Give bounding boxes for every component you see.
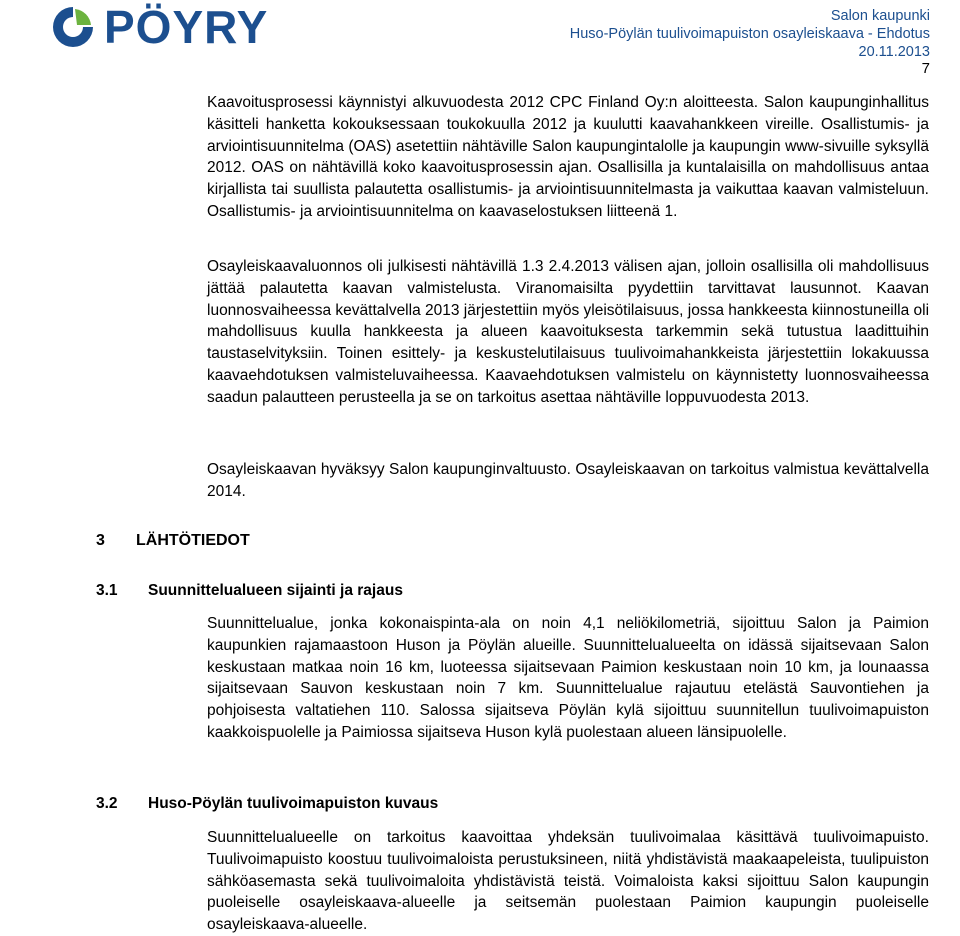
poyry-logo <box>50 1 269 53</box>
section-3-1-heading <box>96 582 403 600</box>
header-document-title: Huso-Pöylän tuulivoimapuiston osayleiskaava - Ehdotus <box>569 26 930 42</box>
intro-section <box>207 92 929 223</box>
section-3-number: 3 <box>96 532 105 549</box>
section-3-heading <box>96 532 250 550</box>
section-3-2-paragraph: Suunnittelualueelle on tarkoitus kaavoittaa yhdeksän tuulivoimalaa käsittävä tuulivoimapuisto. Tuulivoimapuisto koostuu tuulivoimaloista perustuksineen, niitä yhdistävistä maakaapeleista, tuulipuiston sähköasemasta sekä tuulivoimaloita yhdistävistä teistä. Voimaloista kaksi sijoittuu Salon kaupungin puoleiselle osayleiskaava-alueelle ja seitsemän puolestaan Paimion kaupungin puoleiselle osayleiskaava-alueelle. <box>207 829 929 934</box>
section-3-2-title: Huso-Pöylän tuulivoimapuiston kuvaus <box>148 795 439 812</box>
logo-wordmark: PÖYRY <box>104 1 269 53</box>
page-number: 7 <box>921 60 930 77</box>
section-3-2-body <box>207 827 929 936</box>
header-client: Salon kaupunki <box>830 8 930 24</box>
section-3-1-paragraph: Suunnittelualue, jonka kokonaispinta-ala on noin 4,1 neliökilometriä, sijoittuu Salon ja Paimion kaupunkien rajamaastoon Huson ja Pöylän alueille. Suunnittelualueelta on idässä sijaitsevaan Salon keskustaan matkaa noin 16 km, luoteessa sijaitsevaan Paimion keskustaan noin 10 km, ja lounaassa sijaitsevaan Sauvon keskustaan noin 7 km. Suunnittelualue rajautuu etelästä Sauvontiehen ja pohjoisesta valtatiehen 110. Salossa sijaitseva Pöylän kylä sijoittuu suunnitellun tuulivoimapuiston kaakkoispuolelle ja Paimiossa sijaitseva Huson kylä puolestaan alueen länsipuolelle. <box>207 615 929 741</box>
section-3-1-body <box>207 613 929 744</box>
header-date: 20.11.2013 <box>858 44 930 60</box>
intro-paragraph-2: Osayleiskaavaluonnos oli julkisesti nähtävillä 1.3 2.4.2013 välisen ajan, jolloin osallisilla oli mahdollisuus jättää palautetta kaavan valmistelusta. Viranomaisilta pyydettiin tarvittavat lausunnot. Kaavan luonnosvaiheessa kevättalvella 2013 järjestettiin myös yleisötilaisuus, jossa hankkeesta kiinnostuneilla oli mahdollisuus kuulla hankkeesta ja alueen kaavoituksesta tarkemmin sekä tutustua laadittuihin taustaselvityksiin. Toinen esittely- ja keskustelutilaisuus tuulivoimahankkeista järjestettiin lokakuussa kaavaehdotuksen valmisteluvaiheessa. Kaavaehdotuksen valmistelu on käynnistetty luonnosvaiheessa saadun palautteen perusteella ja se on tarkoitus asettaa nähtäville loppuvuodesta 2013. <box>207 258 930 406</box>
section-3-2-number: 3.2 <box>96 795 118 812</box>
intro-section-3 <box>207 459 929 503</box>
section-3-1-number: 3.1 <box>96 582 118 599</box>
intro-paragraph-1: Kaavoitusprosessi käynnistyi alkuvuodesta 2012 CPC Finland Oy:n aloitteesta. Salon kaupunginhallitus käsitteli hanketta kokouksessaan toukokuulla 2012 ja kuulutti kaavahankkeen vireille. Osallistumis- ja arviointisuunnitelma (OAS) asetettiin nähtäville Salon kaupungintalolle ja kaupungin www-sivuille syksyllä 2012. OAS on nähtävillä koko kaavoitusprosessin ajan. Osallisilla ja kuntalaisilla on mahdollisuus antaa kirjallista tai suullista palautetta osallistumis- ja arviointisuunnitelmasta ja vaikuttaa kaavan valmisteluun. Osallistumis- ja arviointisuunnitelma on kaavaselostuksen liitteenä 1. <box>207 94 929 220</box>
intro-section-2 <box>207 256 929 409</box>
section-3-1-title: Suunnittelualueen sijainti ja rajaus <box>148 582 403 599</box>
document-header <box>570 7 930 61</box>
intro-paragraph-3: Osayleiskaavan hyväksyy Salon kaupunginvaltuusto. Osayleiskaavan on tarkoitus valmistua kevättalvella 2014. <box>207 461 929 500</box>
section-3-2-heading <box>96 795 438 813</box>
section-3-title: LÄHTÖTIEDOT <box>136 532 250 549</box>
poyry-logo-mark-icon <box>50 5 96 49</box>
